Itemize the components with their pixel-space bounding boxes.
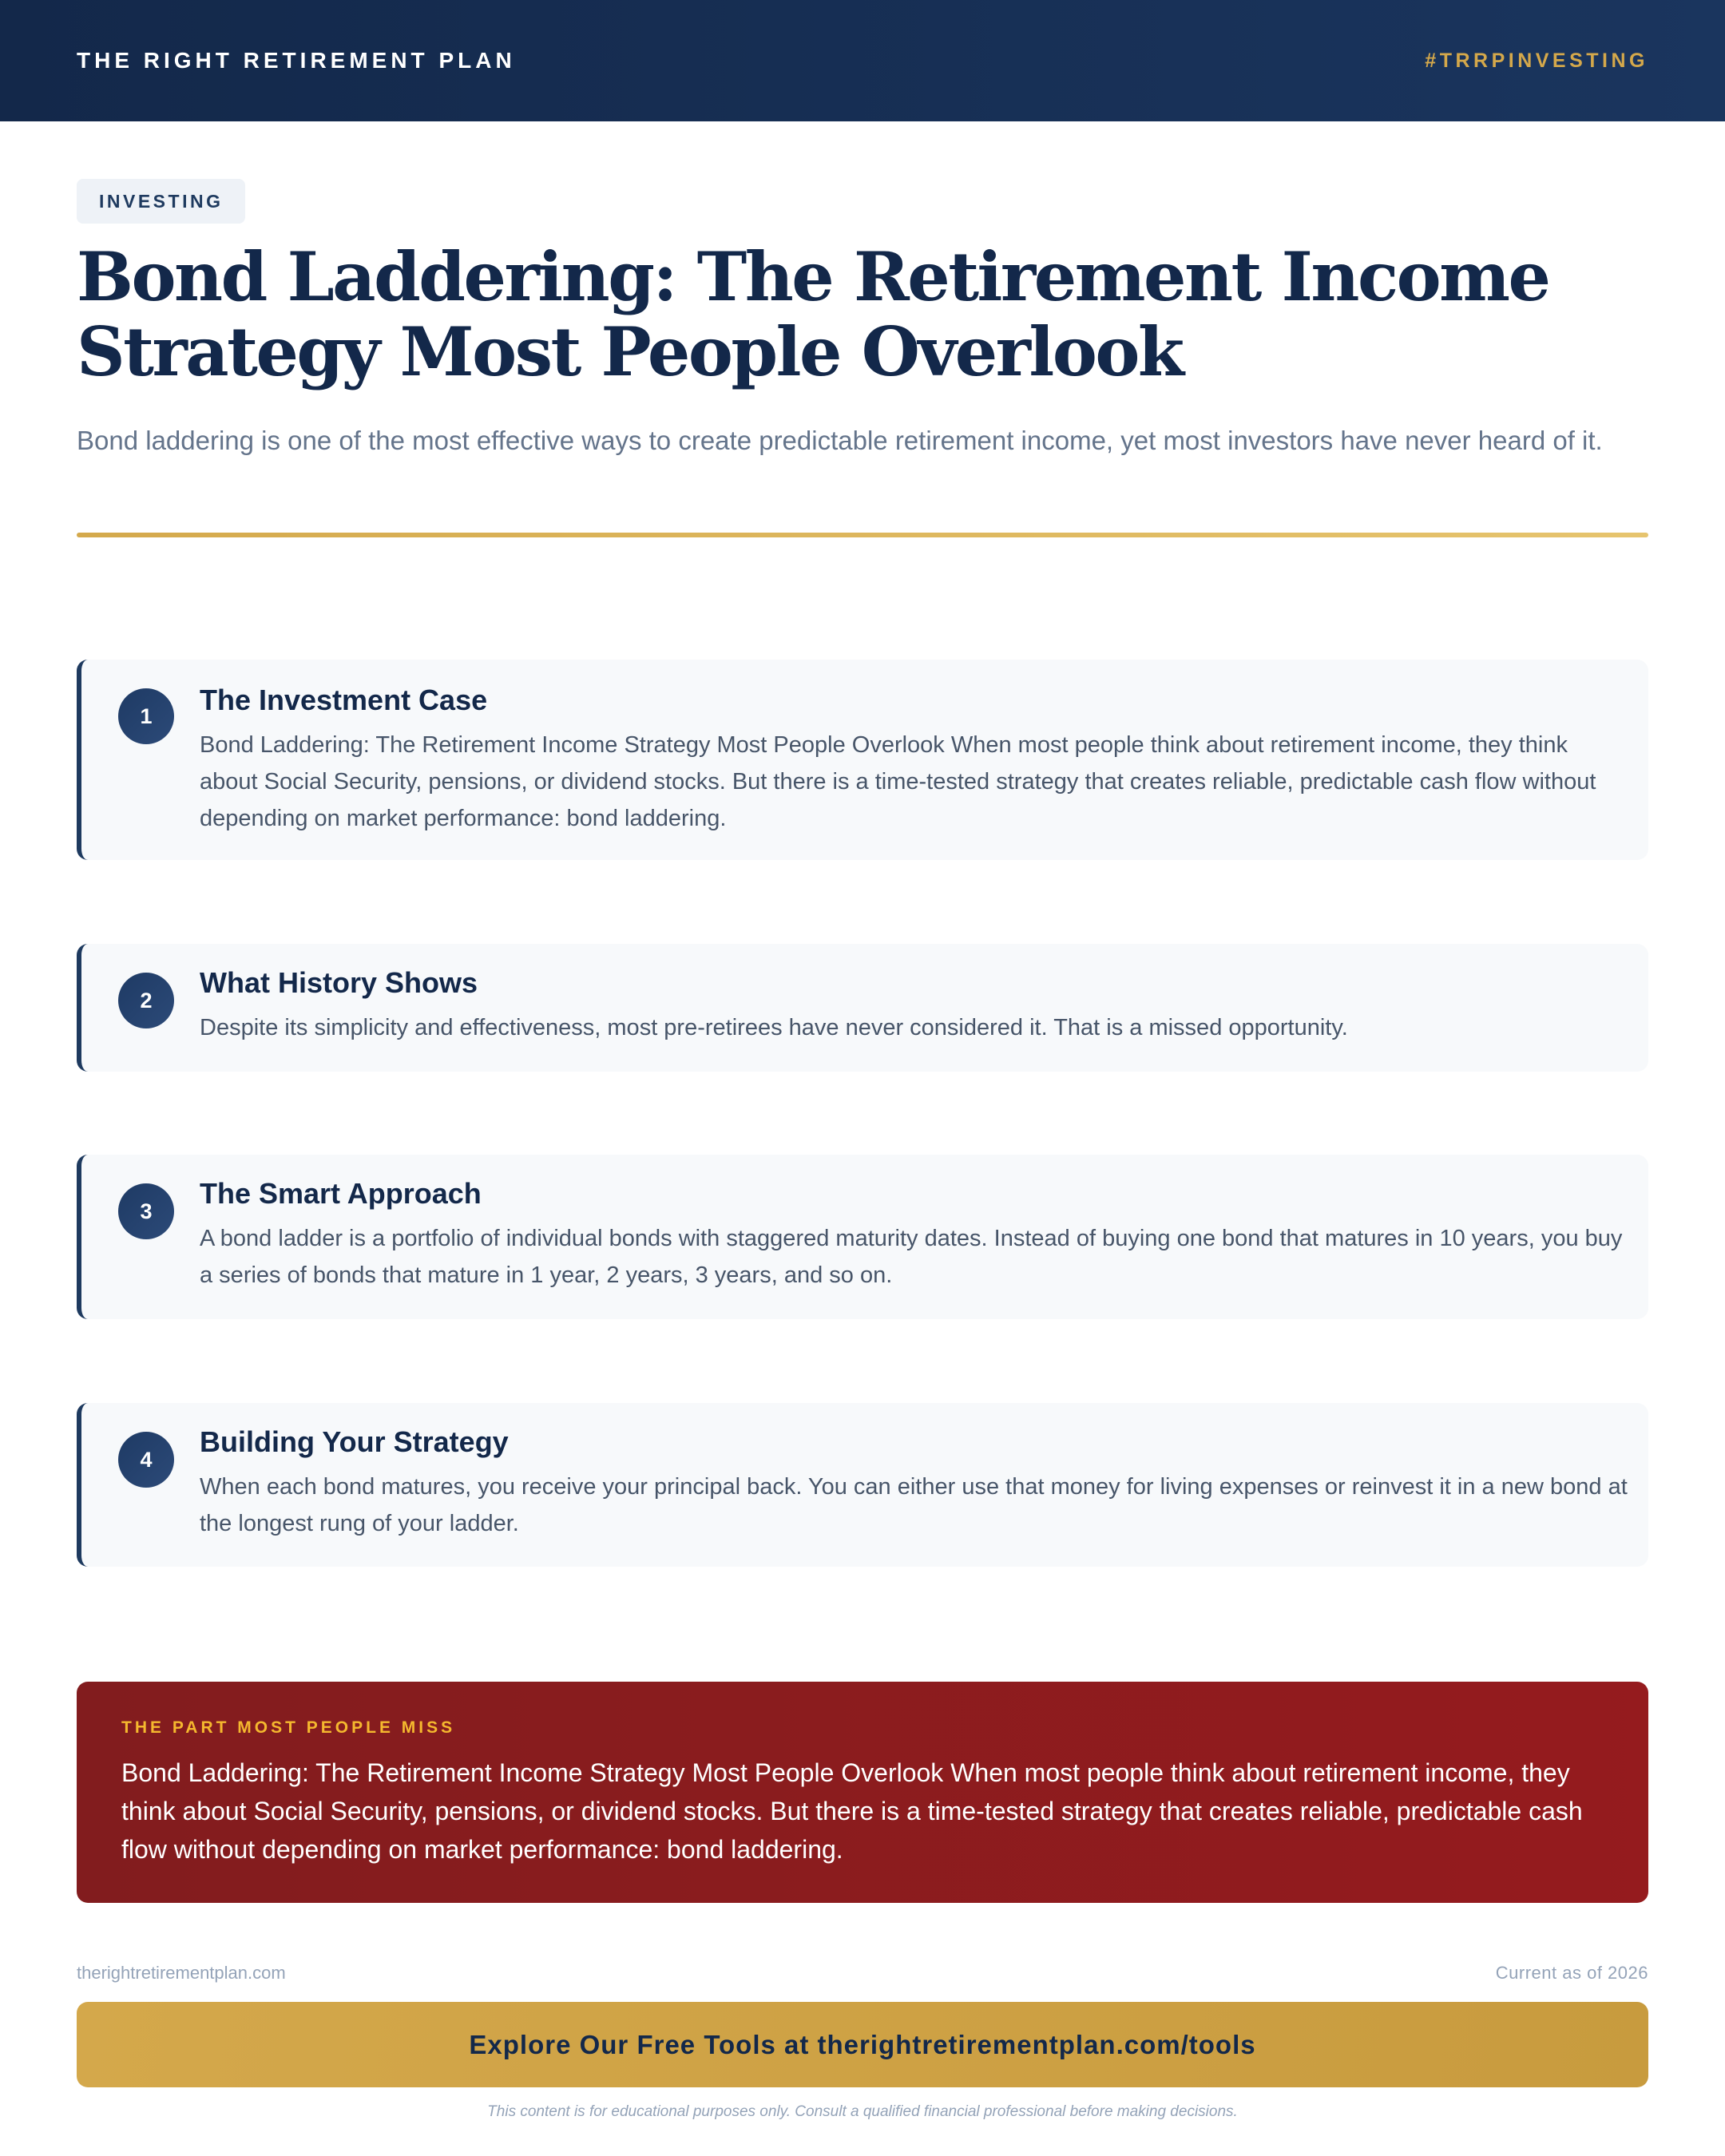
step-number-badge: 3: [118, 1183, 174, 1239]
section-card-4: [77, 1403, 1648, 1567]
website-link[interactable]: therightretirementplan.com: [77, 1963, 286, 1983]
hashtag: #TRRPINVESTING: [1425, 49, 1648, 72]
section-card-1: [77, 660, 1648, 860]
brand-name: THE RIGHT RETIREMENT PLAN: [77, 48, 516, 73]
section-card-3: [77, 1155, 1648, 1319]
currency-note: Current as of 2026: [1495, 1963, 1648, 1983]
step-number-badge: 4: [118, 1432, 174, 1488]
callout-box: [77, 1682, 1648, 1903]
section-heading: The Investment Case: [200, 684, 488, 716]
section-body: When each bond matures, you receive your principal back. You can either use that money for living expenses or reinvest it in a new bond at the longest rung of your ladder.: [200, 1474, 1628, 1536]
section-body: A bond ladder is a portfolio of individual bonds with staggered maturity dates. Instead of buying one bond that matures in 10 years, you buy a series of bonds that mature in 1 year, 2 years, 3 years, and so on.: [200, 1226, 1623, 1288]
page-title: Bond Laddering: The Retirement Income Strategy Most People Overlook: [77, 237, 1549, 391]
section-body: Despite its simplicity and effectiveness, most pre-retirees have never considered it. That is a missed opportunity.: [200, 1015, 1348, 1040]
section-body: Bond Laddering: The Retirement Income Strategy Most People Overlook When most people think about retirement income, they think about Social Security, pensions, or dividend stocks. But there is a time-tested strategy that creates reliable, predictable cash flow without depending on market performance: bond laddering.: [200, 732, 1596, 831]
step-number-badge: 2: [118, 973, 174, 1028]
section-heading: What History Shows: [200, 966, 478, 999]
disclaimer: This content is for educational purposes only. Consult a qualified financial professional before making decisions.: [487, 2103, 1238, 2120]
gold-divider: [77, 533, 1648, 537]
explore-tools-button[interactable]: Explore Our Free Tools at therightretirementplan.com/tools: [77, 2002, 1648, 2087]
step-number-badge: 1: [118, 688, 174, 744]
callout-text: Bond Laddering: The Retirement Income Strategy Most People Overlook When most people think about retirement income, they think about Social Security, pensions, or dividend stocks. But there is a time-tested strategy that creates reliable, predictable cash flow without depending on market performance: bond laddering.: [121, 1758, 1583, 1864]
section-card-2: [77, 944, 1648, 1072]
section-heading: Building Your Strategy: [200, 1425, 509, 1458]
category-tag: INVESTING: [77, 179, 245, 224]
callout-label: THE PART MOST PEOPLE MISS: [121, 1718, 456, 1737]
top-banner: [0, 0, 1725, 121]
section-heading: The Smart Approach: [200, 1177, 482, 1210]
page-subtitle: Bond laddering is one of the most effective ways to create predictable retirement income, yet most investors have never heard of it.: [77, 426, 1603, 455]
